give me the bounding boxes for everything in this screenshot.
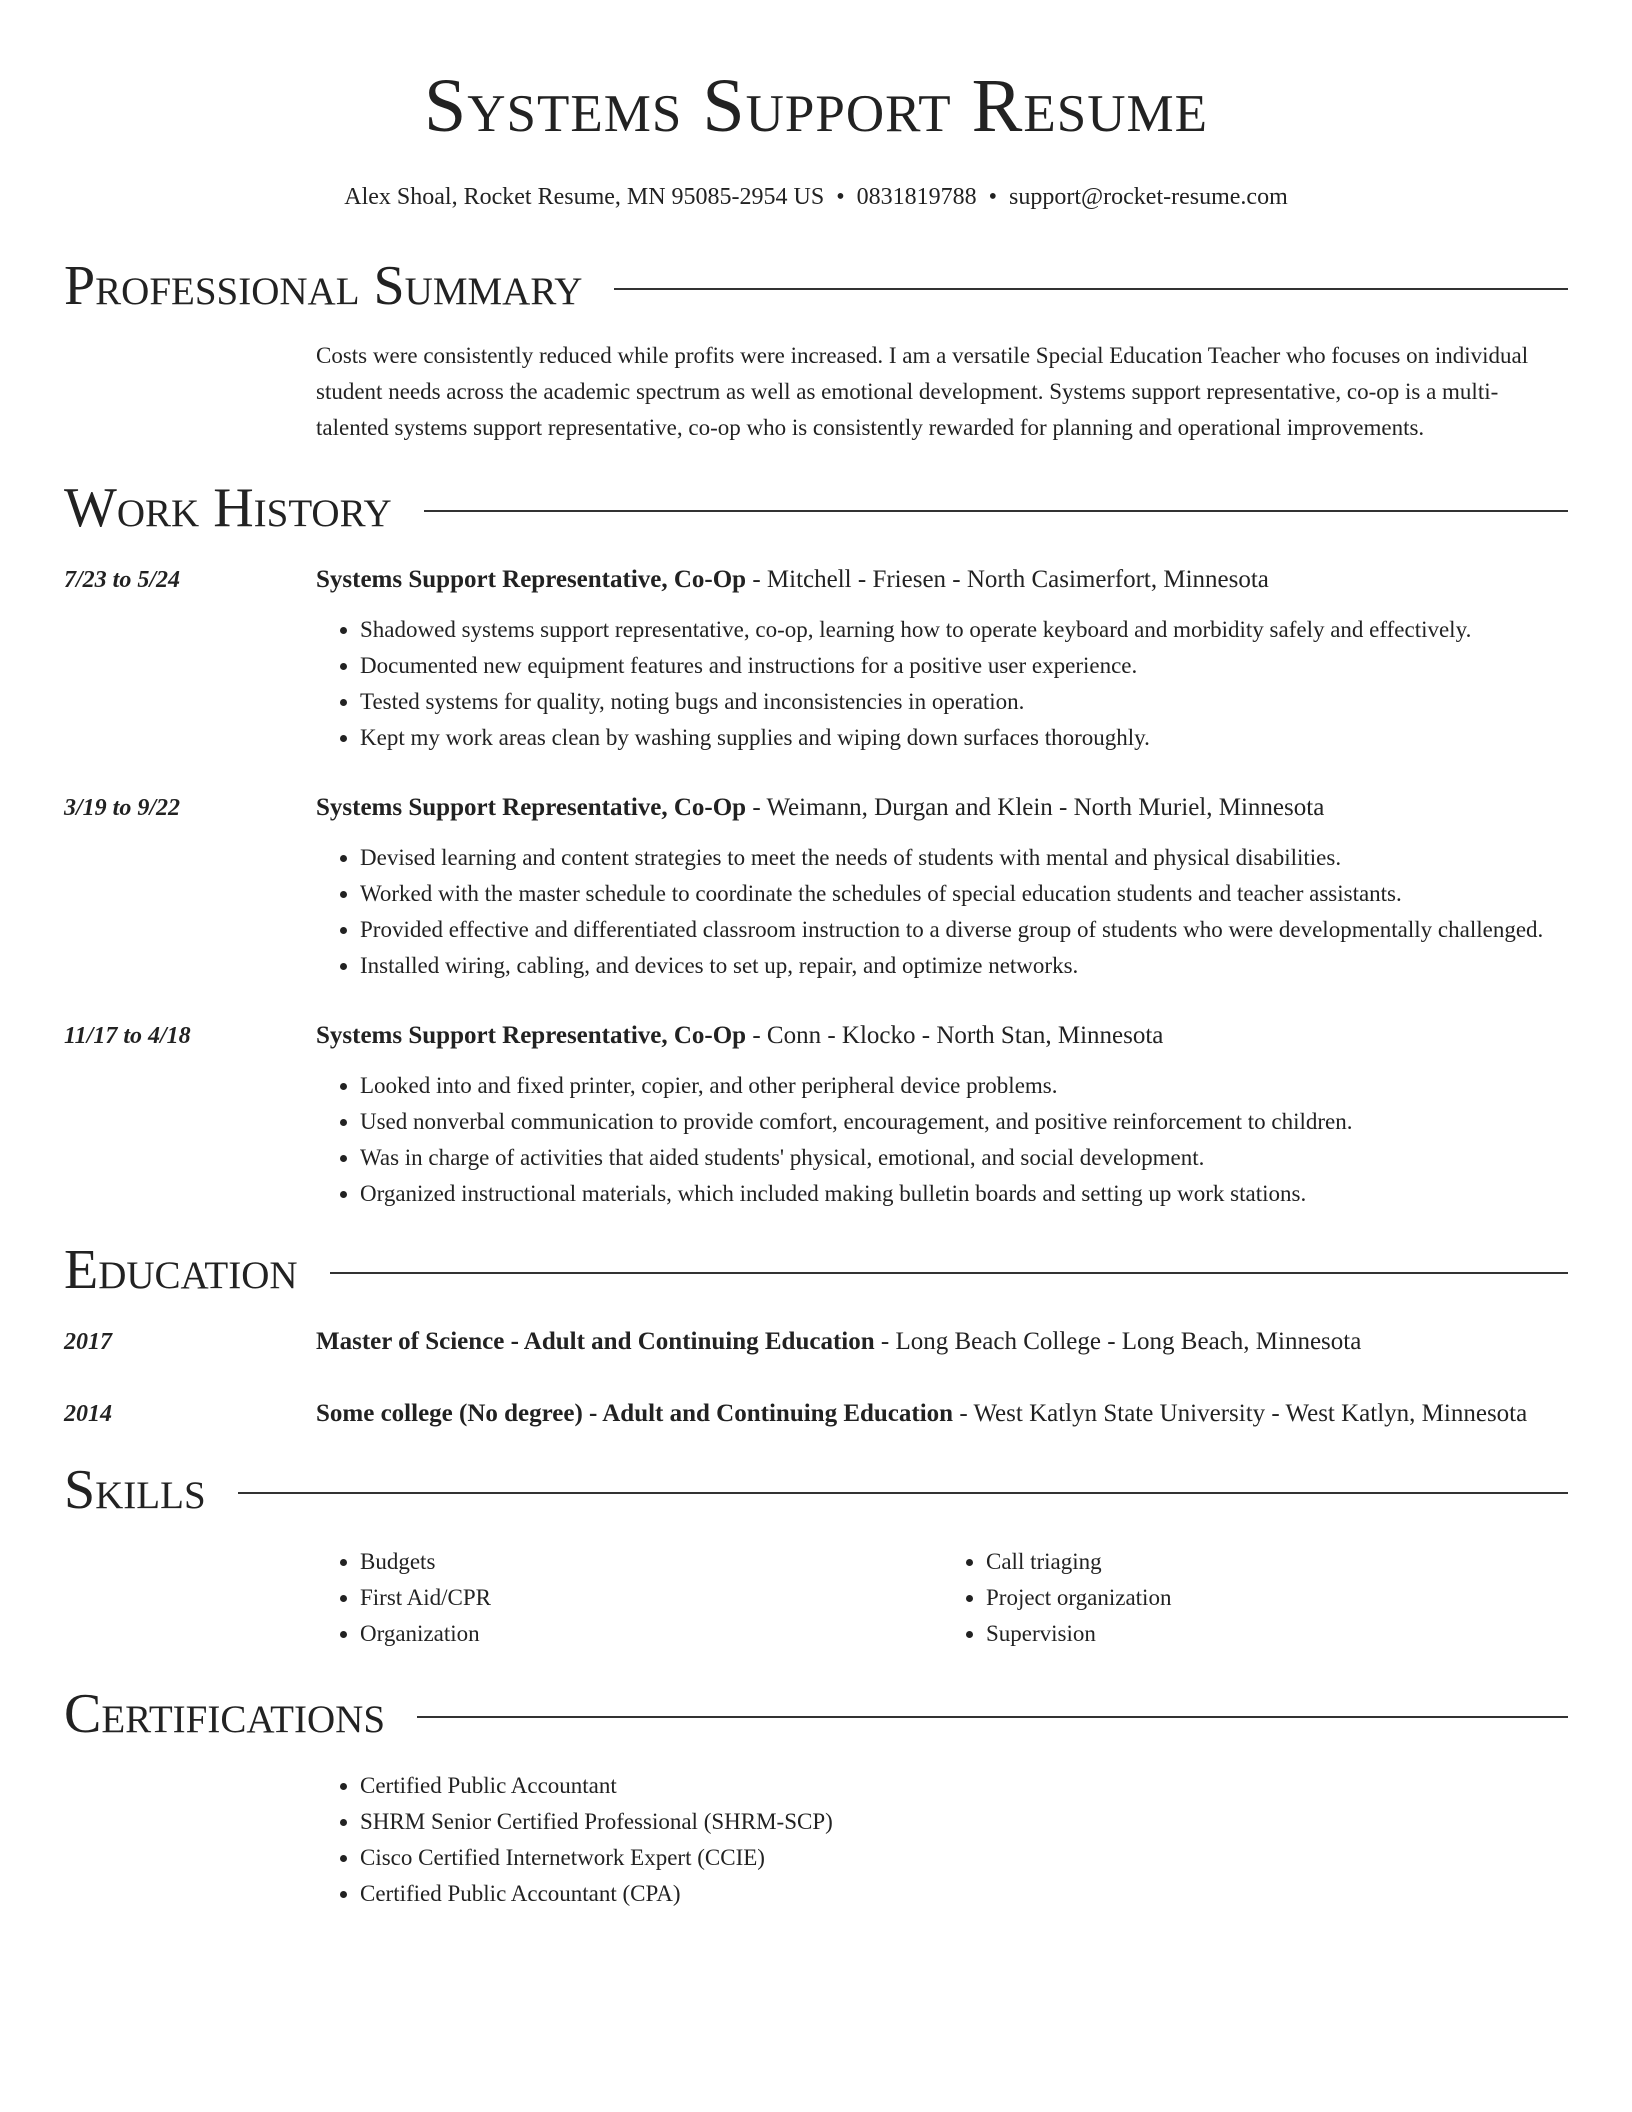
education-line xyxy=(316,1322,1568,1362)
section-title: Skills xyxy=(64,1459,206,1521)
certification-item: • Cisco Certified Internetwork Expert (CCIE) xyxy=(360,1840,1568,1876)
education-degree: Master of Science - Adult and Continuing Education xyxy=(316,1328,875,1355)
section-divider xyxy=(424,510,1568,512)
contact-address: Alex Shoal, Rocket Resume, MN 95085-2954 US xyxy=(344,184,825,210)
certification-item: • Certified Public Accountant xyxy=(360,1768,1568,1804)
section-divider xyxy=(417,1716,1568,1718)
section-title: Education xyxy=(64,1239,298,1301)
skill-item: • First Aid/CPR xyxy=(360,1580,942,1616)
section-divider xyxy=(238,1492,1568,1494)
job-bullets xyxy=(316,1068,1568,1212)
skills-list xyxy=(316,1544,1568,1652)
certifications-list xyxy=(316,1768,1568,1912)
education-entry xyxy=(64,1322,1568,1362)
summary-text: Costs were consistently reduced while profits were increased. I am a versatile Special Education Teacher who focuses on individual student needs across the academic spectrum as well as emotional development. Systems support representative, co-op is a multi-talented systems support representative, co-op who is consistently rewarded for planning and operational improvements. xyxy=(316,343,1529,440)
job-title-line xyxy=(316,560,1568,600)
job-bullets xyxy=(316,612,1568,756)
job-body xyxy=(316,788,1568,984)
section-header-certifications xyxy=(64,1682,1568,1746)
education-degree: Some college (No degree) - Adult and Continuing Education xyxy=(316,1400,954,1427)
section-divider xyxy=(614,288,1568,290)
list-item: • Tested systems for quality, noting bugs and inconsistencies in operation. xyxy=(360,684,1568,720)
education-entry xyxy=(64,1394,1568,1434)
job-entry xyxy=(64,788,1568,984)
job-body xyxy=(316,560,1568,756)
list-item: • Installed wiring, cabling, and devices to set up, repair, and optimize networks. xyxy=(360,948,1568,984)
education-line xyxy=(316,1394,1568,1434)
skill-item: • Call triaging xyxy=(986,1544,1568,1580)
section-header-work xyxy=(64,476,1568,540)
education-date: 2014 xyxy=(64,1401,112,1427)
list-item: • Devised learning and content strategies to meet the needs of students with mental and physical disabilities. xyxy=(360,840,1568,876)
certification-item: • SHRM Senior Certified Professional (SHRM-SCP) xyxy=(360,1804,1568,1840)
job-employer: - Conn - Klocko - North Stan, Minnesota xyxy=(746,1022,1164,1049)
job-title: Systems Support Representative, Co-Op xyxy=(316,794,747,821)
job-title: Systems Support Representative, Co-Op xyxy=(316,566,747,593)
section-title: Professional Summary xyxy=(64,255,583,317)
list-item: • Was in charge of activities that aided students' physical, emotional, and social development. xyxy=(360,1140,1568,1176)
job-body xyxy=(316,1016,1568,1212)
section-header-education xyxy=(64,1238,1568,1302)
section-header-summary xyxy=(64,254,1568,318)
list-item: • Used nonverbal communication to provide comfort, encouragement, and positive reinforcement to children. xyxy=(360,1104,1568,1140)
job-bullets xyxy=(316,840,1568,984)
section-divider xyxy=(330,1272,1568,1274)
section-title: Certifications xyxy=(64,1683,386,1745)
education-body xyxy=(316,1322,1568,1362)
skill-item: • Project organization xyxy=(986,1580,1568,1616)
job-employer: - Weimann, Durgan and Klein - North Muriel, Minnesota xyxy=(746,794,1325,821)
skill-item: • Budgets xyxy=(360,1544,942,1580)
section-title: Work History xyxy=(64,477,392,539)
job-title-line xyxy=(316,788,1568,828)
job-entry xyxy=(64,560,1568,756)
education-date: 2017 xyxy=(64,1329,112,1355)
resume-title: Systems Support Resume xyxy=(424,64,1208,148)
contact-line xyxy=(64,182,1568,212)
education-body xyxy=(316,1394,1568,1434)
list-item: • Worked with the master schedule to coordinate the schedules of special education students and teacher assistants. xyxy=(360,876,1568,912)
list-item: • Provided effective and differentiated classroom instruction to a diverse group of students who were developmentally challenged. xyxy=(360,912,1568,948)
contact-separator: • xyxy=(988,184,998,210)
job-date: 11/17 to 4/18 xyxy=(64,1023,191,1049)
job-title: Systems Support Representative, Co-Op xyxy=(316,1022,747,1049)
skill-item: • Organization xyxy=(360,1616,942,1652)
contact-phone: 0831819788 xyxy=(856,184,977,210)
skills-column-left xyxy=(316,1544,942,1652)
job-entry xyxy=(64,1016,1568,1212)
section-header-skills xyxy=(64,1458,1568,1522)
list-item: • Documented new equipment features and instructions for a positive user experience. xyxy=(360,648,1568,684)
list-item: • Organized instructional materials, which included making bulletin boards and setting up work stations. xyxy=(360,1176,1568,1212)
job-title-line xyxy=(316,1016,1568,1056)
job-employer: - Mitchell - Friesen - North Casimerfort, Minnesota xyxy=(746,566,1269,593)
job-date: 3/19 to 9/22 xyxy=(64,795,181,821)
education-school: - West Katlyn State University - West Katlyn, Minnesota xyxy=(953,1400,1528,1427)
list-item: • Shadowed systems support representative, co-op, learning how to operate keyboard and morbidity safely and effectively. xyxy=(360,612,1568,648)
certifications-bullets xyxy=(316,1768,1568,1912)
education-school: - Long Beach College - Long Beach, Minnesota xyxy=(874,1328,1362,1355)
list-item: • Kept my work areas clean by washing supplies and wiping down surfaces thoroughly. xyxy=(360,720,1568,756)
skills-column-right xyxy=(942,1544,1568,1652)
contact-email[interactable]: support@rocket-resume.com xyxy=(1009,184,1288,210)
contact-separator: • xyxy=(836,184,845,210)
job-date: 7/23 to 5/24 xyxy=(64,567,181,593)
certification-item: • Certified Public Accountant (CPA) xyxy=(360,1876,1568,1912)
list-item: • Looked into and fixed printer, copier, and other peripheral device problems. xyxy=(360,1068,1568,1104)
skill-item: • Supervision xyxy=(986,1616,1568,1652)
